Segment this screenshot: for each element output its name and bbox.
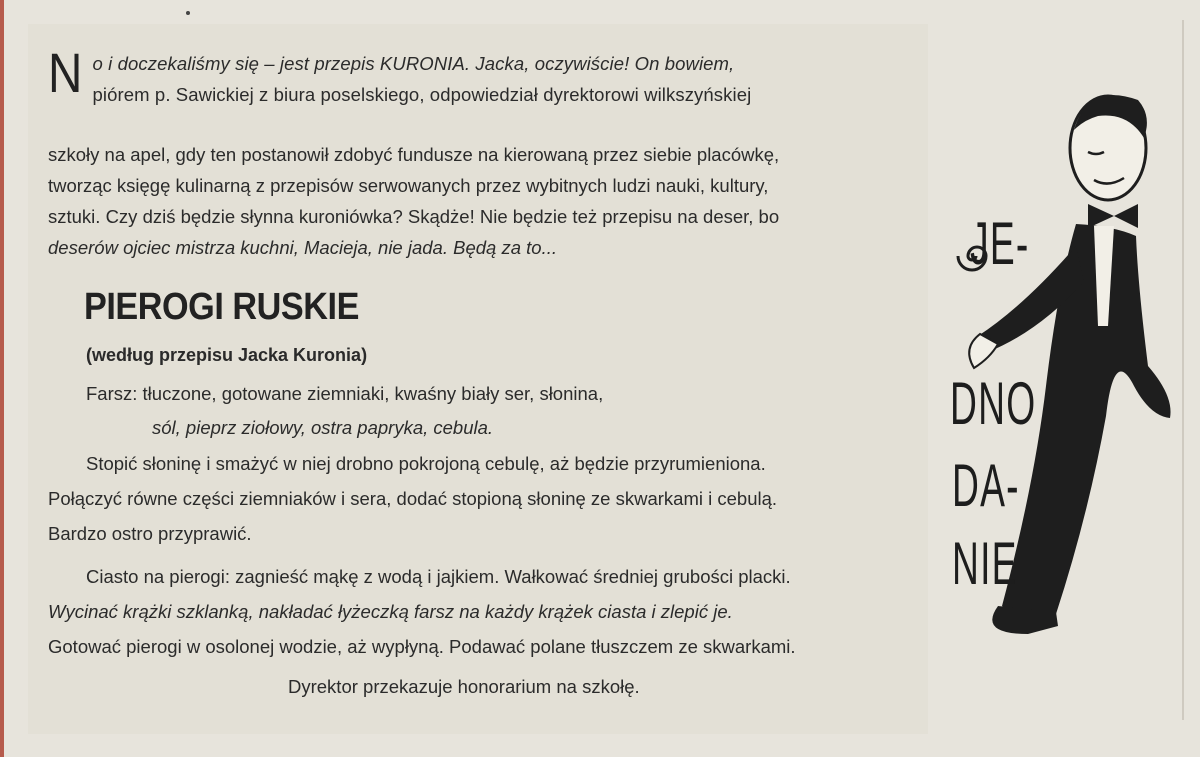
recipe-subtitle: (według przepisu Jacka Kuronia): [86, 345, 368, 365]
recipe-line: Bardzo ostro przyprawić.: [48, 523, 252, 544]
intro-line: szkoły na apel, gdy ten postanowił zdobyć fundusze na kierowaną przez siebie placówkę,: [48, 144, 780, 165]
waiter-illustration: [938, 86, 1178, 646]
recipe-line: Gotować pierogi w osolonej wodzie, aż wypłyną. Podawać polane tłuszczem ze skwarkami.: [48, 636, 796, 657]
intro-paragraph: [48, 41, 908, 110]
page-edge: [0, 0, 4, 757]
bullet-dot: [186, 11, 190, 15]
recipe-title: PIEROGI RUSKIE: [84, 286, 359, 328]
recipe-line: Wycinać krążki szklanką, nakładać łyżeczką farsz na każdy krążek ciasta i zlepić je.: [48, 601, 733, 622]
article-box: [28, 24, 928, 734]
intro-line: deserów ojciec mistrza kuchni, Macieja, nie jada. Będą za to...: [48, 237, 557, 258]
intro-line: o i doczekaliśmy się – jest przepis KURONIA. Jacka, oczywiście! On bowiem,: [92, 53, 735, 74]
recipe-line: sól, pieprz ziołowy, ostra papryka, cebula.: [152, 417, 494, 438]
column-rule: [1182, 20, 1184, 720]
intro-line: tworząc księgę kulinarną z przepisów serwowanych przez wybitnych ludzi nauki, kultury,: [48, 175, 769, 196]
recipe-line: Połączyć równe części ziemniaków i sera, dodać stopioną słoninę ze skwarkami i cebulą.: [48, 488, 778, 509]
illustration-letters: JE-: [970, 210, 1030, 277]
intro-line: piórem p. Sawickiej z biura poselskiego, odpowiedział dyrektorowi wilkszyńskiej: [92, 84, 752, 105]
recipe-closing-line: Dyrektor przekazuje honorarium na szkołę.: [288, 676, 640, 697]
drop-cap: N: [48, 41, 83, 104]
recipe-line: Stopić słoninę i smażyć w niej drobno pokrojoną cebulę, aż będzie przyrumieniona.: [86, 453, 766, 474]
illustration-letters: DNO: [950, 370, 1037, 437]
intro-line: sztuki. Czy dziś będzie słynna kuroniówka? Skądże! Nie będzie też przepisu na deser, bo: [48, 206, 780, 227]
recipe-line: Farsz: tłuczone, gotowane ziemniaki, kwaśny biały ser, słonina,: [86, 383, 604, 404]
illustration-letters: DA-: [952, 452, 1020, 519]
recipe-line: Ciasto na pierogi: zagnieść mąkę z wodą i jajkiem. Wałkować średniej grubości placki.: [86, 566, 791, 587]
illustration-letters: NIE: [952, 530, 1018, 597]
